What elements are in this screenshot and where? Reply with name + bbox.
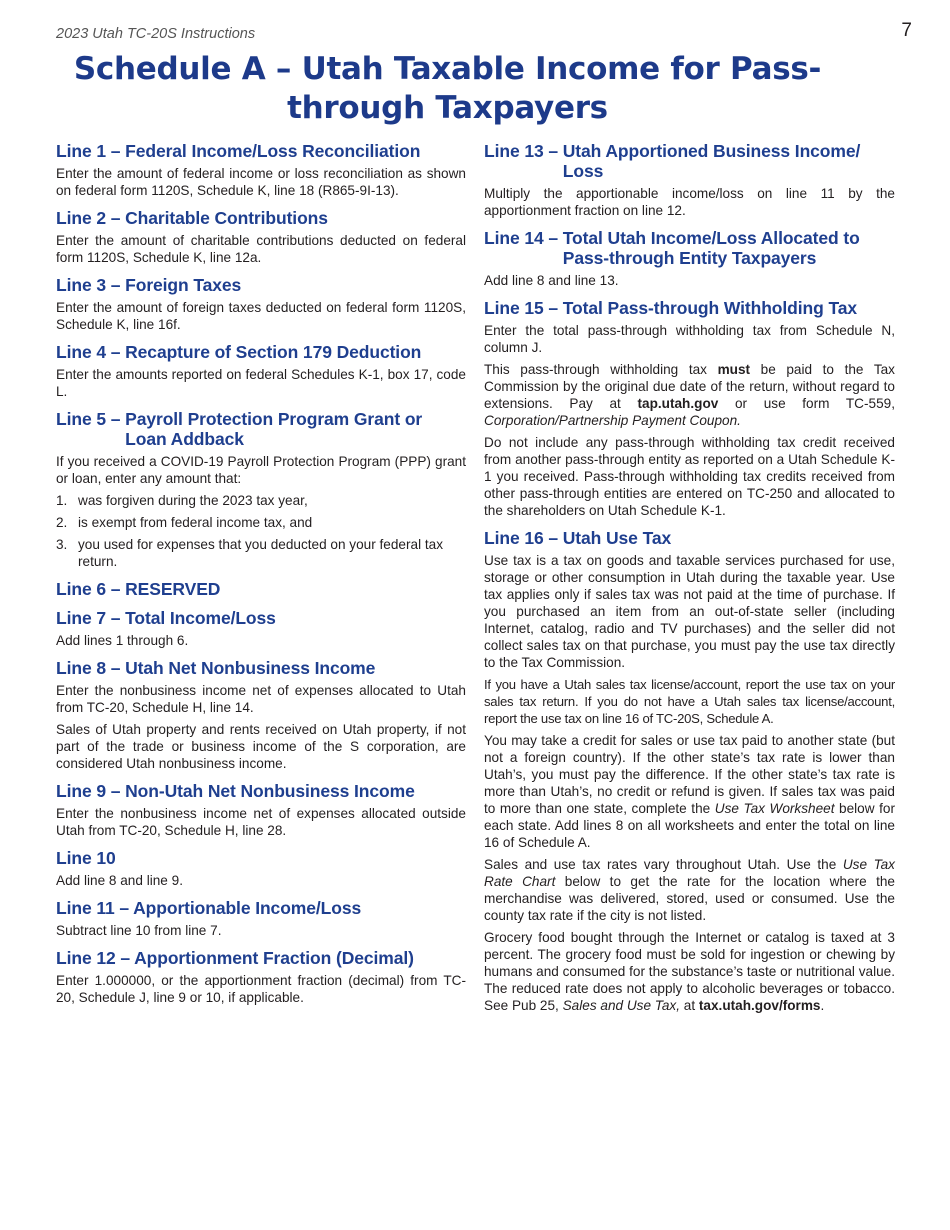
line-5-heading (56, 409, 466, 449)
line-15-section (484, 298, 895, 519)
line-9-section (56, 781, 466, 839)
line-9-text: Enter the nonbusiness income net of expenses allocated outside Utah from TC-20, Schedule H, line 28. (56, 806, 466, 838)
text-run: Sales and use tax rates vary throughout Utah. Use the (484, 857, 843, 872)
line-5-section (56, 409, 466, 570)
line-3-title: Foreign Taxes (125, 275, 242, 295)
line-10-section (56, 848, 466, 889)
text-run: You may take a credit for sales or use tax paid to another state (but not a foreign country). If the other state’s tax rate is lower than Utah’s, you must pay the difference. If the other state’s tax rate is more than Utah’s, no credit or refund is given. If sales tax was paid to more than one state, complete the (484, 733, 895, 816)
line-11-section (56, 898, 466, 939)
text-run: or use form TC-559, (718, 396, 895, 411)
line-12-title: Line 12 – Apportionment Fraction (Decimal) (56, 948, 414, 968)
line-4-heading (56, 342, 466, 362)
line-11-text: Subtract line 10 from line 7. (56, 923, 222, 938)
line-8-text: Enter the nonbusiness income net of expenses allocated to Utah from TC-20, Schedule H, line 14. (56, 683, 466, 715)
line-7-section (56, 608, 466, 649)
line-7-heading (56, 608, 466, 628)
line-15-heading (484, 298, 895, 318)
line-1-section (56, 141, 466, 199)
text-run: Grocery food bought through the Internet or catalog is taxed at 3 percent. The grocery food must be sold for ingestion or chewing by humans and consumed for the substance’s taste or nutritional value. The reduced rate does not apply to alcoholic beverages or tobacco. See Pub 25, (484, 930, 895, 1013)
line-6-number: Line 6 – (56, 579, 126, 599)
line-10-text: Add line 8 and line 9. (56, 873, 183, 888)
pub-title: Sales and Use Tax, (562, 998, 680, 1013)
line-10-title: Line 10 (56, 848, 116, 868)
line-5-number: Line 5 – (56, 409, 126, 429)
line-16-text-3 (484, 732, 895, 851)
line-9-title: Non-Utah Net Nonbusiness Income (125, 781, 415, 801)
line-7-title: Total Income/Loss (125, 608, 276, 628)
line-12-section (56, 948, 466, 1006)
line-8-heading (56, 658, 466, 678)
line-4-section (56, 342, 466, 400)
line-15-text-3: Do not include any pass-through withholding tax credit received from another pass-through entity as reported on a Utah Schedule K-1 you received. Pass-through withholding tax credits received from other pass-through entities are entered on TC-250 and allocated to the shareholders on Utah Schedule K-1. (484, 435, 895, 518)
tap-link-text: tap.utah.gov (637, 396, 719, 411)
list-item-number: 3. (56, 537, 68, 552)
line-7-text: Add lines 1 through 6. (56, 633, 189, 648)
line-1-heading (56, 141, 466, 161)
line-12-heading (56, 948, 466, 968)
text-run: . (820, 998, 825, 1013)
list-item-text: is exempt from federal income tax, and (78, 515, 313, 530)
line-14-section (484, 228, 895, 289)
line-2-number: Line 2 – (56, 208, 126, 228)
line-13-section (484, 141, 895, 219)
line-4-text: Enter the amounts reported on federal Schedules K-1, box 17, code L. (56, 367, 466, 399)
text-run: below for each state. Add lines 8 on all worksheets and enter the total on line 16 of Schedule A. (484, 801, 895, 850)
line-6-section (56, 579, 466, 599)
line-7-number: Line 7 – (56, 608, 126, 628)
line-1-title: Federal Income/Loss Reconciliation (125, 141, 421, 161)
line-5-list (56, 492, 466, 570)
page-title: Schedule A – Utah Taxable Income for Pass-through Taxpayers (73, 51, 822, 126)
line-14-number: Line 14 – (484, 228, 563, 248)
line-10-heading (56, 848, 466, 868)
line-13-title: Utah Apportioned Business Income/ Loss (562, 141, 861, 181)
line-3-text: Enter the amount of foreign taxes deducted on federal form 1120S, Schedule K, line 16f. (56, 300, 466, 332)
line-15-text: Enter the total pass-through withholding tax from Schedule N, column J. (484, 323, 895, 355)
right-column (484, 141, 895, 1023)
line-11-heading (56, 898, 466, 918)
text-run: below to get the rate for the location where the merchandise was delivered, stored, used or consumed. Use the county tax rate if the city is not listed. (484, 874, 895, 923)
forms-link-text: tax.utah.gov/forms (698, 998, 821, 1013)
line-13-text: Multiply the apportionable income/loss on line 11 by the apportionment fraction on line 12. (484, 186, 895, 218)
line-3-number: Line 3 – (56, 275, 126, 295)
page-number: 7 (901, 20, 912, 41)
line-8-text-2: Sales of Utah property and rents received on Utah property, if not part of the trade or business income of the S corporation, are considered Utah nonbusiness income. (56, 722, 466, 771)
line-1-text: Enter the amount of federal income or loss reconciliation as shown on federal form 1120S, Schedule K, line 18 (R865-9I-13). (56, 166, 466, 198)
line-2-title: Charitable Contributions (125, 208, 328, 228)
line-16-text-2: If you have a Utah sales tax license/account, report the use tax on your sales tax return. If you do not have a Utah sales tax license/account, report the use tax on line 16 of TC-20S, Schedule A. (484, 677, 895, 726)
line-16-text-4 (484, 856, 895, 924)
text-run: be paid to the Tax Commission by the original due date of the return, without regard to extensions. Pay at (484, 362, 895, 411)
line-1-number: Line 1 – (56, 141, 126, 161)
form-title: Corporation/Partnership Payment Coupon. (484, 413, 741, 428)
left-column (56, 141, 466, 1015)
line-9-heading (56, 781, 466, 801)
text-run: This pass-through withholding tax (484, 362, 718, 377)
line-4-title: Recapture of Section 179 Deduction (125, 342, 422, 362)
line-11-title: Line 11 – Apportionable Income/Loss (56, 898, 362, 918)
list-item-text: was forgiven during the 2023 tax year, (78, 493, 308, 508)
line-16-text: Use tax is a tax on goods and taxable services purchased for use, storage or other consumption in Utah during the taxable year. Use tax applies only if sales tax was not paid at the time of purchase. If you purchased an item from an out-of-state seller (including Internet, catalog, radio and TV purchases) and the seller did not collect sales tax on that purchase, you must pay the use tax directly to the Tax Commission. (484, 553, 895, 670)
line-3-heading (56, 275, 466, 295)
line-14-heading (484, 228, 895, 268)
list-item (56, 492, 466, 509)
line-5-text: If you received a COVID-19 Payroll Protection Program (PPP) grant or loan, enter any amount that: (56, 454, 466, 486)
line-12-text: Enter 1.000000, or the apportionment fraction (decimal) from TC-20, Schedule J, line 9 or 10, if applicable. (56, 973, 466, 1005)
line-14-text: Add line 8 and line 13. (484, 273, 619, 288)
line-13-number: Line 13 – (484, 141, 563, 161)
list-item-text: you used for expenses that you deducted on your federal tax return. (78, 537, 444, 569)
list-item (56, 536, 466, 570)
line-8-title: Utah Net Nonbusiness Income (125, 658, 376, 678)
list-item-number: 2. (56, 515, 68, 530)
line-5-title: Payroll Protection Program Grant or Loan Addback (125, 409, 423, 449)
line-16-heading (484, 528, 895, 548)
line-14-title: Total Utah Income/Loss Allocated to Pass-through Entity Taxpayers (562, 228, 860, 268)
line-8-section (56, 658, 466, 772)
line-15-title: Line 15 – Total Pass-through Withholding Tax (484, 298, 858, 318)
rate-chart-title: Use Tax Rate Chart (484, 857, 895, 889)
line-3-section (56, 275, 466, 333)
list-item (56, 514, 466, 531)
line-16-text-5 (484, 929, 895, 1014)
line-6-heading (56, 579, 466, 599)
line-9-number: Line 9 – (56, 781, 126, 801)
line-2-section (56, 208, 466, 266)
emphasis-must: must (717, 362, 751, 377)
line-13-heading (484, 141, 895, 181)
running-head: 2023 Utah TC-20S Instructions (56, 26, 256, 42)
text-run: at (680, 998, 699, 1013)
list-item-number: 1. (56, 493, 68, 508)
line-4-number: Line 4 – (56, 342, 126, 362)
line-2-heading (56, 208, 466, 228)
line-15-text-2 (484, 361, 895, 429)
line-2-text: Enter the amount of charitable contributions deducted on federal form 1120S, Schedule K, line 12a. (56, 233, 466, 265)
line-8-number: Line 8 – (56, 658, 126, 678)
line-16-section (484, 528, 895, 1014)
line-16-title: Line 16 – Utah Use Tax (484, 528, 672, 548)
line-6-title: RESERVED (125, 579, 221, 599)
worksheet-title: Use Tax Worksheet (714, 801, 835, 816)
